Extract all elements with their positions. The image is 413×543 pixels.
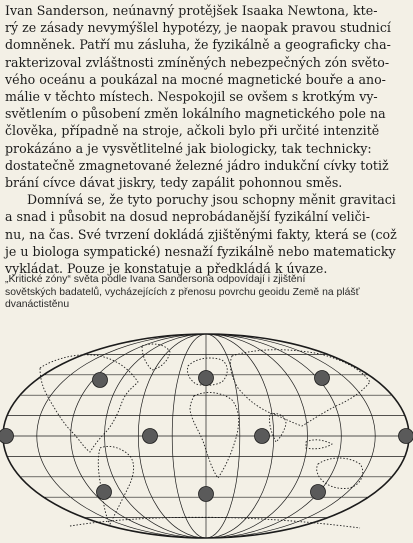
critical-zone-marker	[311, 485, 326, 500]
critical-zone-marker	[93, 373, 108, 388]
text-line: brání cívce dávat jiskry, tedy zapálit pohonnou směs.	[5, 175, 343, 191]
text-line: prokázáno a je vysvětlitelné jak biologicky, tak technicky:	[5, 140, 372, 156]
indonesia-outline	[306, 440, 332, 449]
north-america-outline	[40, 355, 138, 452]
text-line: Domnívá se, že tyto poruchy jsou schopny měnit gravitaci	[27, 192, 396, 208]
text-line: domněnek. Patří mu zásluha, že fyzikálně a geograficky cha-	[5, 37, 391, 53]
critical-zone-marker	[399, 429, 413, 444]
critical-zone-marker	[143, 429, 158, 444]
text-line: a snad i působit na dosud neprobádanější fyzikální veliči-	[5, 209, 371, 225]
caption-line: „Kritické zóny“ světa podle Ivana Sandersona odpovídají i zjištění	[5, 274, 306, 285]
figure-caption	[5, 274, 405, 312]
critical-zone-marker	[199, 487, 214, 502]
caption-line: dvanáctistěnu	[5, 299, 70, 310]
text-line: rý ze zásady nevymýšlel hypotézy, je naopak pravou studnicí	[5, 20, 391, 36]
world-map	[0, 330, 413, 543]
text-line: člověka, případně na stroje, ačkoli bylo při určité intenzitě	[5, 123, 380, 139]
critical-zone-marker	[199, 371, 214, 386]
greenland-outline	[142, 344, 170, 370]
text-line: rakterizoval zvláštnosti zmíněných nebezpečných zón světo-	[5, 54, 390, 70]
text-line: vykládat. Pouze je konstatuje a předkládá k úvaze.	[5, 261, 328, 277]
world-map-figure	[0, 330, 413, 543]
critical-zone-marker	[0, 429, 14, 444]
text-line: málie v těchto místech. Nespokojil se ovšem s krotkým vy-	[5, 89, 378, 105]
paragraph-2	[5, 191, 406, 277]
critical-zone-marker	[315, 371, 330, 386]
text-line: Ivan Sanderson, neúnavný protějšek Isaaka Newtona, kte-	[5, 3, 378, 18]
india-outline	[269, 413, 286, 442]
text-line: je u biologa sympatické) nesnaží fyzikálně nebo matematicky	[5, 243, 396, 259]
asia-outline	[230, 350, 370, 426]
text-line: nu, na čas. Své tvrzení dokládá zjištěnými fakty, která se (což	[5, 226, 397, 242]
australia-outline	[317, 458, 363, 489]
africa-outline	[190, 393, 239, 478]
text-line: světlením o působení změn lokálního magnetického pole na	[5, 106, 386, 122]
critical-zone-marker	[255, 429, 270, 444]
caption-line: sovětských badatelů, vycházejících z přenosu povrchu geoidu Země na plášť	[5, 286, 360, 298]
text-line: vého oceánu a poukázal na mocné magnetické bouře a ano-	[5, 71, 386, 87]
text-line: dostatečně zmagnetované železné jádro indukční cívky totiž	[5, 157, 389, 173]
body-text	[5, 2, 406, 277]
paragraph-1	[5, 2, 406, 191]
critical-zone-marker	[97, 485, 112, 500]
